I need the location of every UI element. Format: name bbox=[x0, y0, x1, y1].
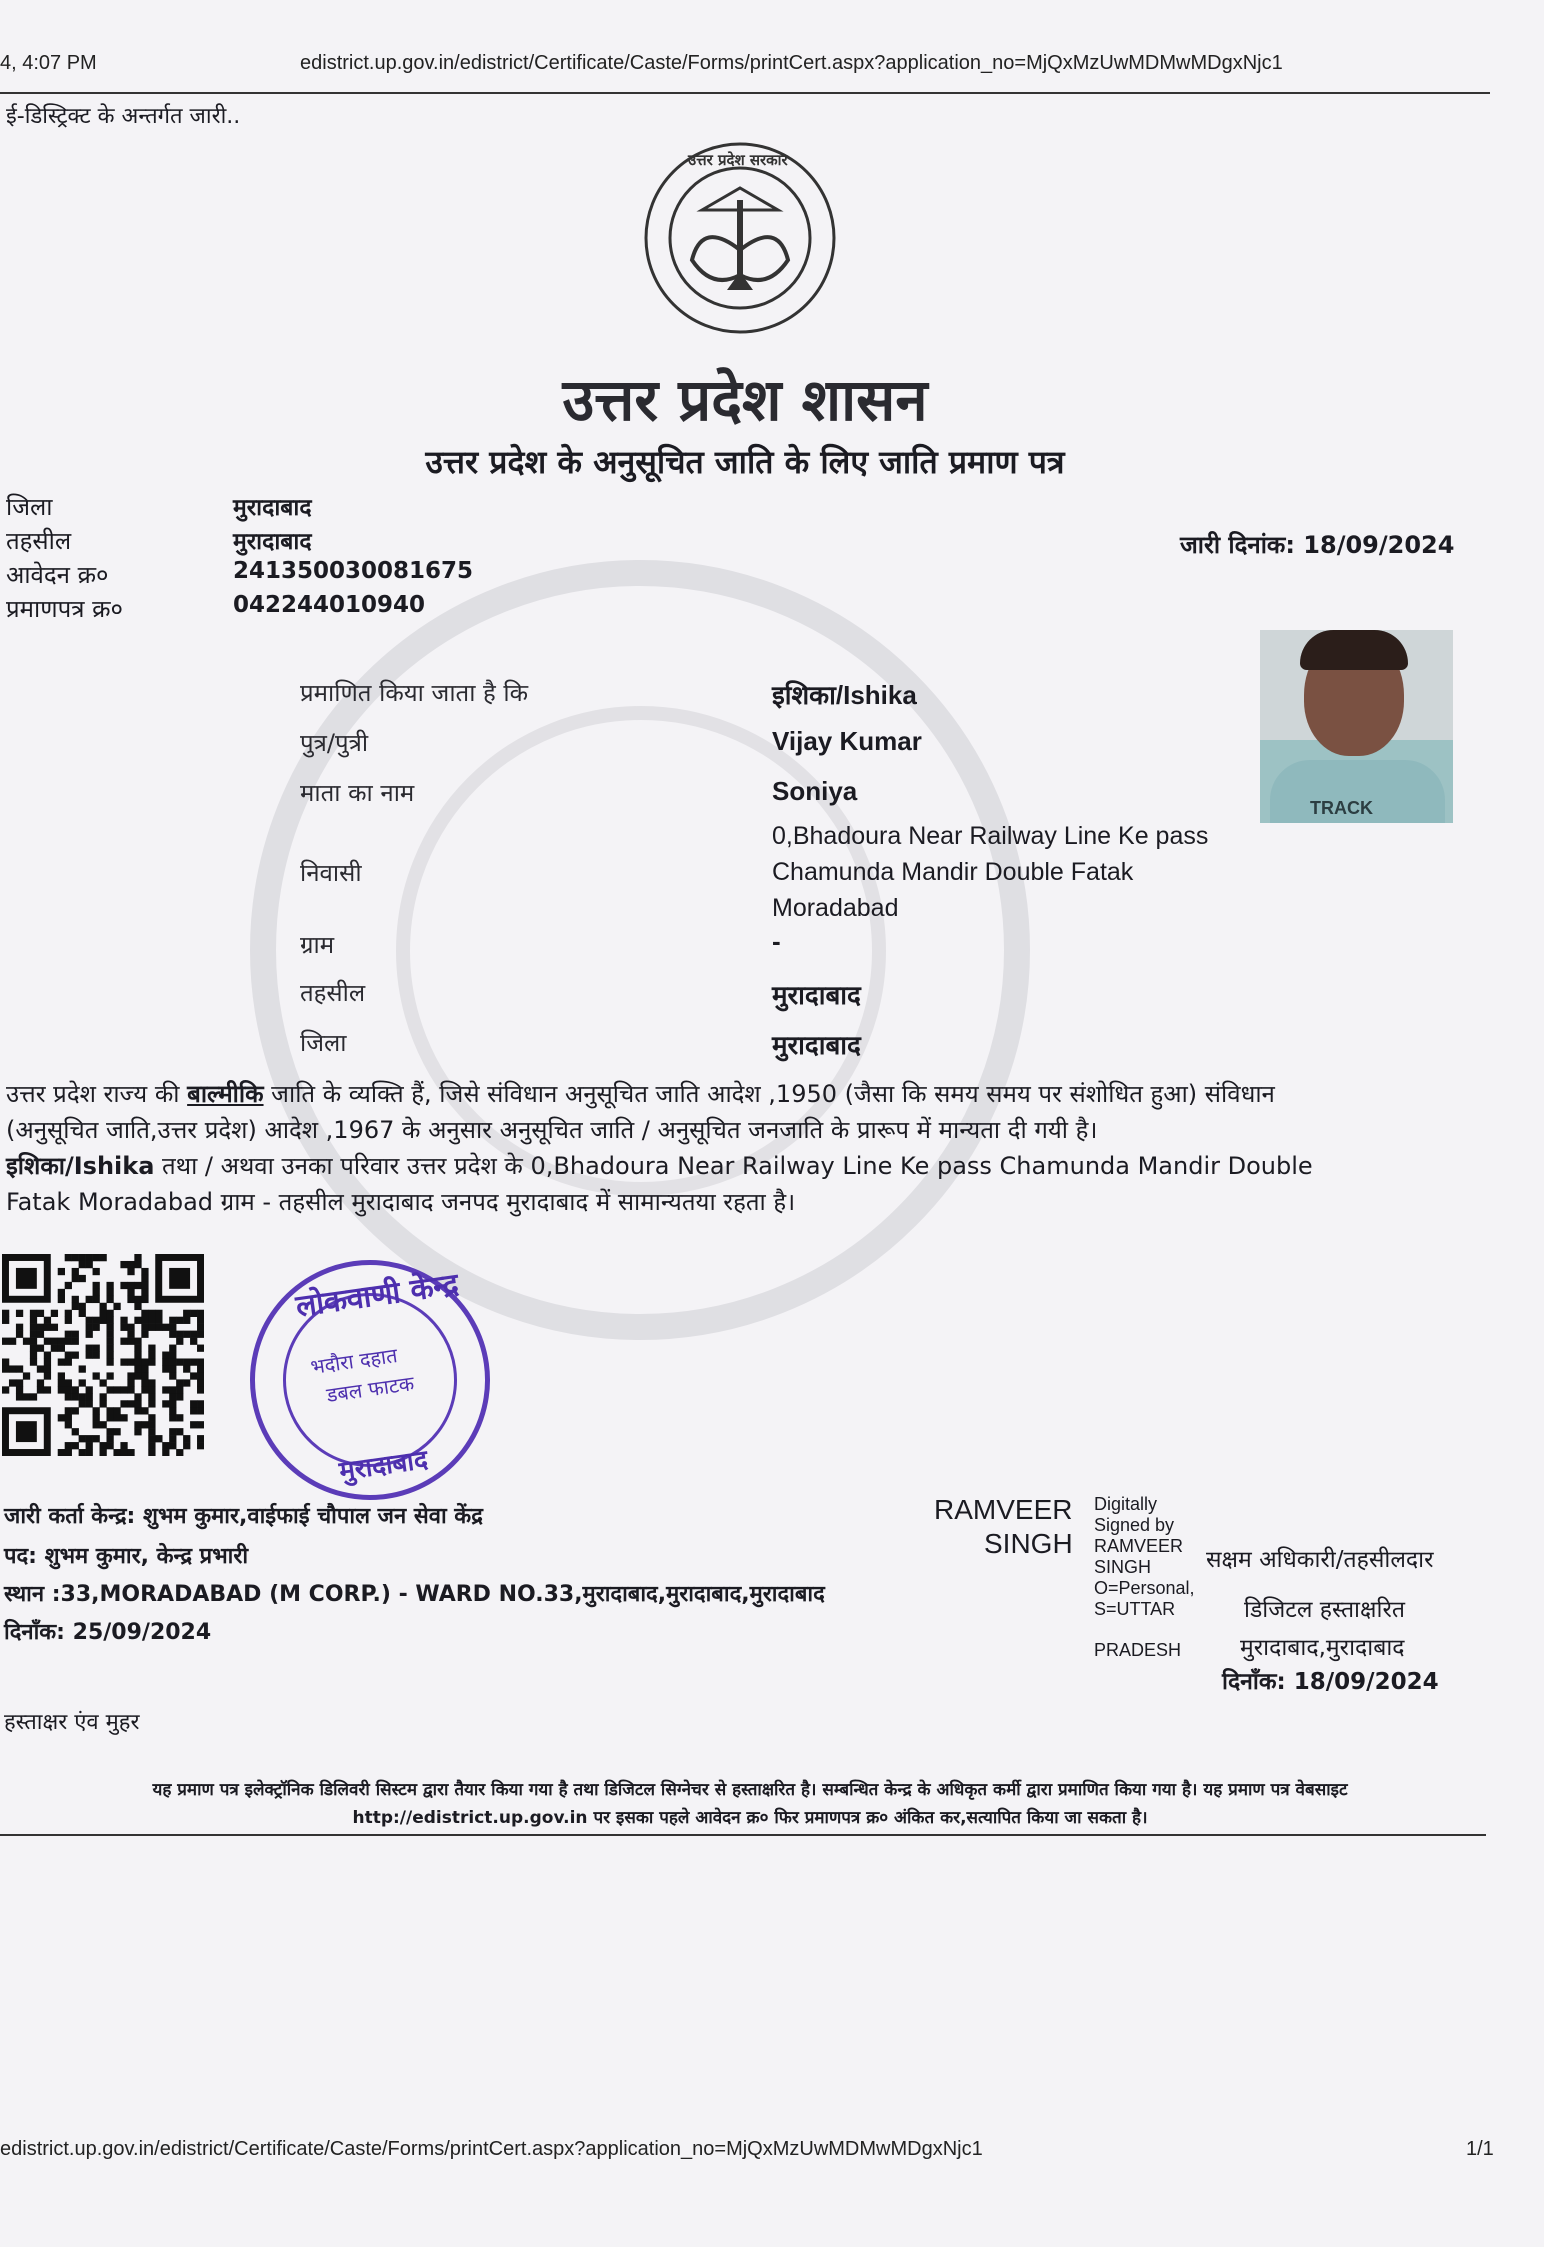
application-number: 241350030081675 bbox=[233, 558, 474, 584]
detail-value-address-3: Moradabad bbox=[772, 894, 899, 922]
authority-date: दिनाँक: 18/09/2024 bbox=[1222, 1669, 1439, 1695]
header-rule bbox=[0, 92, 1490, 94]
paragraph-line-1b: जाति के व्यक्ति हैं, जिसे संविधान अनुसूचित जाति आदेश ,1950 (जैसा कि समय समय पर संशोधित हुआ) संविधान bbox=[263, 1080, 1275, 1108]
print-url: edistrict.up.gov.in/edistrict/Certificate/Caste/Forms/printCert.aspx?application_no=MjQxMzUwMDMwMDgxNjc1 bbox=[300, 52, 1283, 74]
ds-line-5: O=Personal, bbox=[1094, 1578, 1195, 1598]
issue-date bbox=[1180, 528, 1454, 561]
detail-label-certified: प्रमाणित किया जाता है कि bbox=[300, 679, 529, 707]
ds-line-3: RAMVEER bbox=[1094, 1536, 1184, 1556]
certificate-paragraph bbox=[6, 1076, 1446, 1220]
page-number: 1/1 bbox=[1466, 2138, 1494, 2160]
ds-line-1: Digitally bbox=[1094, 1494, 1158, 1514]
detail-label-residence: निवासी bbox=[300, 859, 362, 887]
signature-seal-label: हस्ताक्षर एंव मुहर bbox=[4, 1710, 140, 1735]
stamp-middle-1: भदौरा दहात bbox=[308, 1343, 399, 1380]
district-value: मुरादाबाद bbox=[233, 495, 312, 521]
stamp-bottom-text: मुरादाबाद bbox=[337, 1444, 430, 1487]
stamp-top-text: लोकवाणी केन्द्र bbox=[293, 1266, 461, 1325]
issued-under: ई-डिस्ट्रिक्ट के अन्तर्गत जारी.. bbox=[6, 104, 241, 129]
ds-line-6: S=UTTAR bbox=[1094, 1599, 1176, 1619]
issuer-post: पद: शुभम कुमार, केन्द्र प्रभारी bbox=[4, 1544, 249, 1569]
certificate-number: 042244010940 bbox=[233, 592, 426, 618]
issuer-date: दिनाँक: 25/09/2024 bbox=[4, 1620, 212, 1645]
footer-line-1: यह प्रमाण पत्र इलेक्ट्रॉनिक डिलिवरी सिस्टम द्वारा तैयार किया गया है तथा डिजिटल सिग्नेचर से हस्ताक्षरित है। सम्बन्धित केन्द्र के अधिकृत कर्मी द्वारा प्रमाणित किया गया है। यह प्रमाण पत्र वेबसाइट bbox=[152, 1780, 1348, 1800]
stamp-middle-2: डबल फाटक bbox=[325, 1371, 416, 1408]
tehsil-value: मुरादाबाद bbox=[233, 529, 312, 555]
page-title: उत्तर प्रदेश शासन bbox=[562, 366, 928, 434]
detail-value-tehsil: मुरादाबाद bbox=[772, 980, 861, 1010]
up-emblem-icon bbox=[642, 140, 838, 341]
footer-rule bbox=[0, 1834, 1486, 1836]
photo-shirt-text: TRACK bbox=[1310, 798, 1373, 818]
detail-value-mother: Soniya bbox=[772, 776, 858, 806]
paragraph-line-4: Fatak Moradabad ग्राम - तहसील मुरादाबाद जनपद मुरादाबाद में सामान्यतया रहता है। bbox=[6, 1188, 796, 1216]
authority-title: सक्षम अधिकारी/तहसीलदार bbox=[1206, 1547, 1434, 1573]
bottom-print-url: edistrict.up.gov.in/edistrict/Certificate/Caste/Forms/printCert.aspx?application_no=MjQxMzUwMDMwMDgxNjc1 bbox=[0, 2138, 983, 2160]
signer-name-2: SINGH bbox=[984, 1528, 1073, 1559]
issue-date-value: 18/09/2024 bbox=[1303, 531, 1455, 559]
detail-label-mother: माता का नाम bbox=[300, 779, 415, 807]
detail-label-tehsil: तहसील bbox=[300, 979, 366, 1007]
detail-value-village: - bbox=[772, 926, 781, 956]
detail-value-name: इशिका/Ishika bbox=[772, 680, 917, 710]
ds-pradesh: PRADESH bbox=[1094, 1640, 1182, 1660]
paragraph-line-2: (अनुसूचित जाति,उत्तर प्रदेश) आदेश ,1967 के अनुसार अनुसूचित जाति / अनुसूचित जनजाति के प्रारूप में मान्यता दी गयी है। bbox=[6, 1116, 1098, 1144]
certificate-subtitle: उत्तर प्रदेश के अनुसूचित जाति के लिए जाति प्रमाण पत्र bbox=[425, 443, 1065, 481]
paragraph-line-1a: उत्तर प्रदेश राज्य की bbox=[6, 1080, 188, 1108]
print-time: 4, 4:07 PM bbox=[0, 52, 97, 74]
application-label: आवेदन क्र० bbox=[6, 561, 109, 589]
digital-signature-block bbox=[1094, 1494, 1195, 1620]
signer-name-1: RAMVEER bbox=[934, 1494, 1073, 1525]
ds-line-2: Signed by bbox=[1094, 1515, 1175, 1535]
detail-value-district: मुरादाबाद bbox=[772, 1030, 861, 1060]
paragraph-applicant-name: इशिका/Ishika bbox=[6, 1152, 155, 1180]
tehsil-label: तहसील bbox=[6, 527, 72, 555]
certificate-label: प्रमाणपत्र क्र० bbox=[6, 595, 123, 623]
detail-label-parent: पुत्र/पुत्री bbox=[300, 729, 369, 757]
detail-value-address-1: 0,Bhadoura Near Railway Line Ke pass bbox=[772, 822, 1209, 850]
ds-line-4: SINGH bbox=[1094, 1557, 1152, 1577]
caste-name: बाल्मीकि bbox=[187, 1080, 264, 1108]
detail-label-village: ग्राम bbox=[300, 931, 335, 959]
detail-value-father: Vijay Kumar bbox=[772, 726, 922, 756]
emblem-text: उत्तर प्रदेश सरकार bbox=[688, 151, 788, 169]
applicant-photo bbox=[1260, 630, 1453, 823]
footer-line-2: http://edistrict.up.gov.in पर इसका पहले आवेदन क्र० फिर प्रमाणपत्र क्र० अंकित कर,सत्यापित किया जा सकता है। bbox=[352, 1808, 1148, 1828]
footer-note bbox=[0, 1776, 1500, 1832]
qr-code-icon bbox=[2, 1254, 204, 1461]
paragraph-line-3: तथा / अथवा उनका परिवार उत्तर प्रदेश के 0,Bhadoura Near Railway Line Ke pass Chamunda Mandir Double bbox=[154, 1152, 1313, 1180]
district-label: जिला bbox=[6, 493, 53, 521]
authority-place: मुरादाबाद,मुरादाबाद bbox=[1240, 1635, 1405, 1661]
issuer-center: जारी कर्ता केन्द्र: शुभम कुमार,वाईफाई चौपाल जन सेवा केंद्र bbox=[4, 1504, 483, 1529]
digital-signed-label: डिजिटल हस्ताक्षरित bbox=[1244, 1597, 1405, 1623]
detail-value-address-2: Chamunda Mandir Double Fatak bbox=[772, 858, 1134, 886]
issue-date-label: जारी दिनांक: bbox=[1180, 531, 1295, 559]
issuer-place: स्थान :33,MORADABAD (M CORP.) - WARD NO.33,मुरादाबाद,मुरादाबाद,मुरादाबाद bbox=[4, 1582, 825, 1607]
detail-label-district: जिला bbox=[300, 1029, 347, 1057]
